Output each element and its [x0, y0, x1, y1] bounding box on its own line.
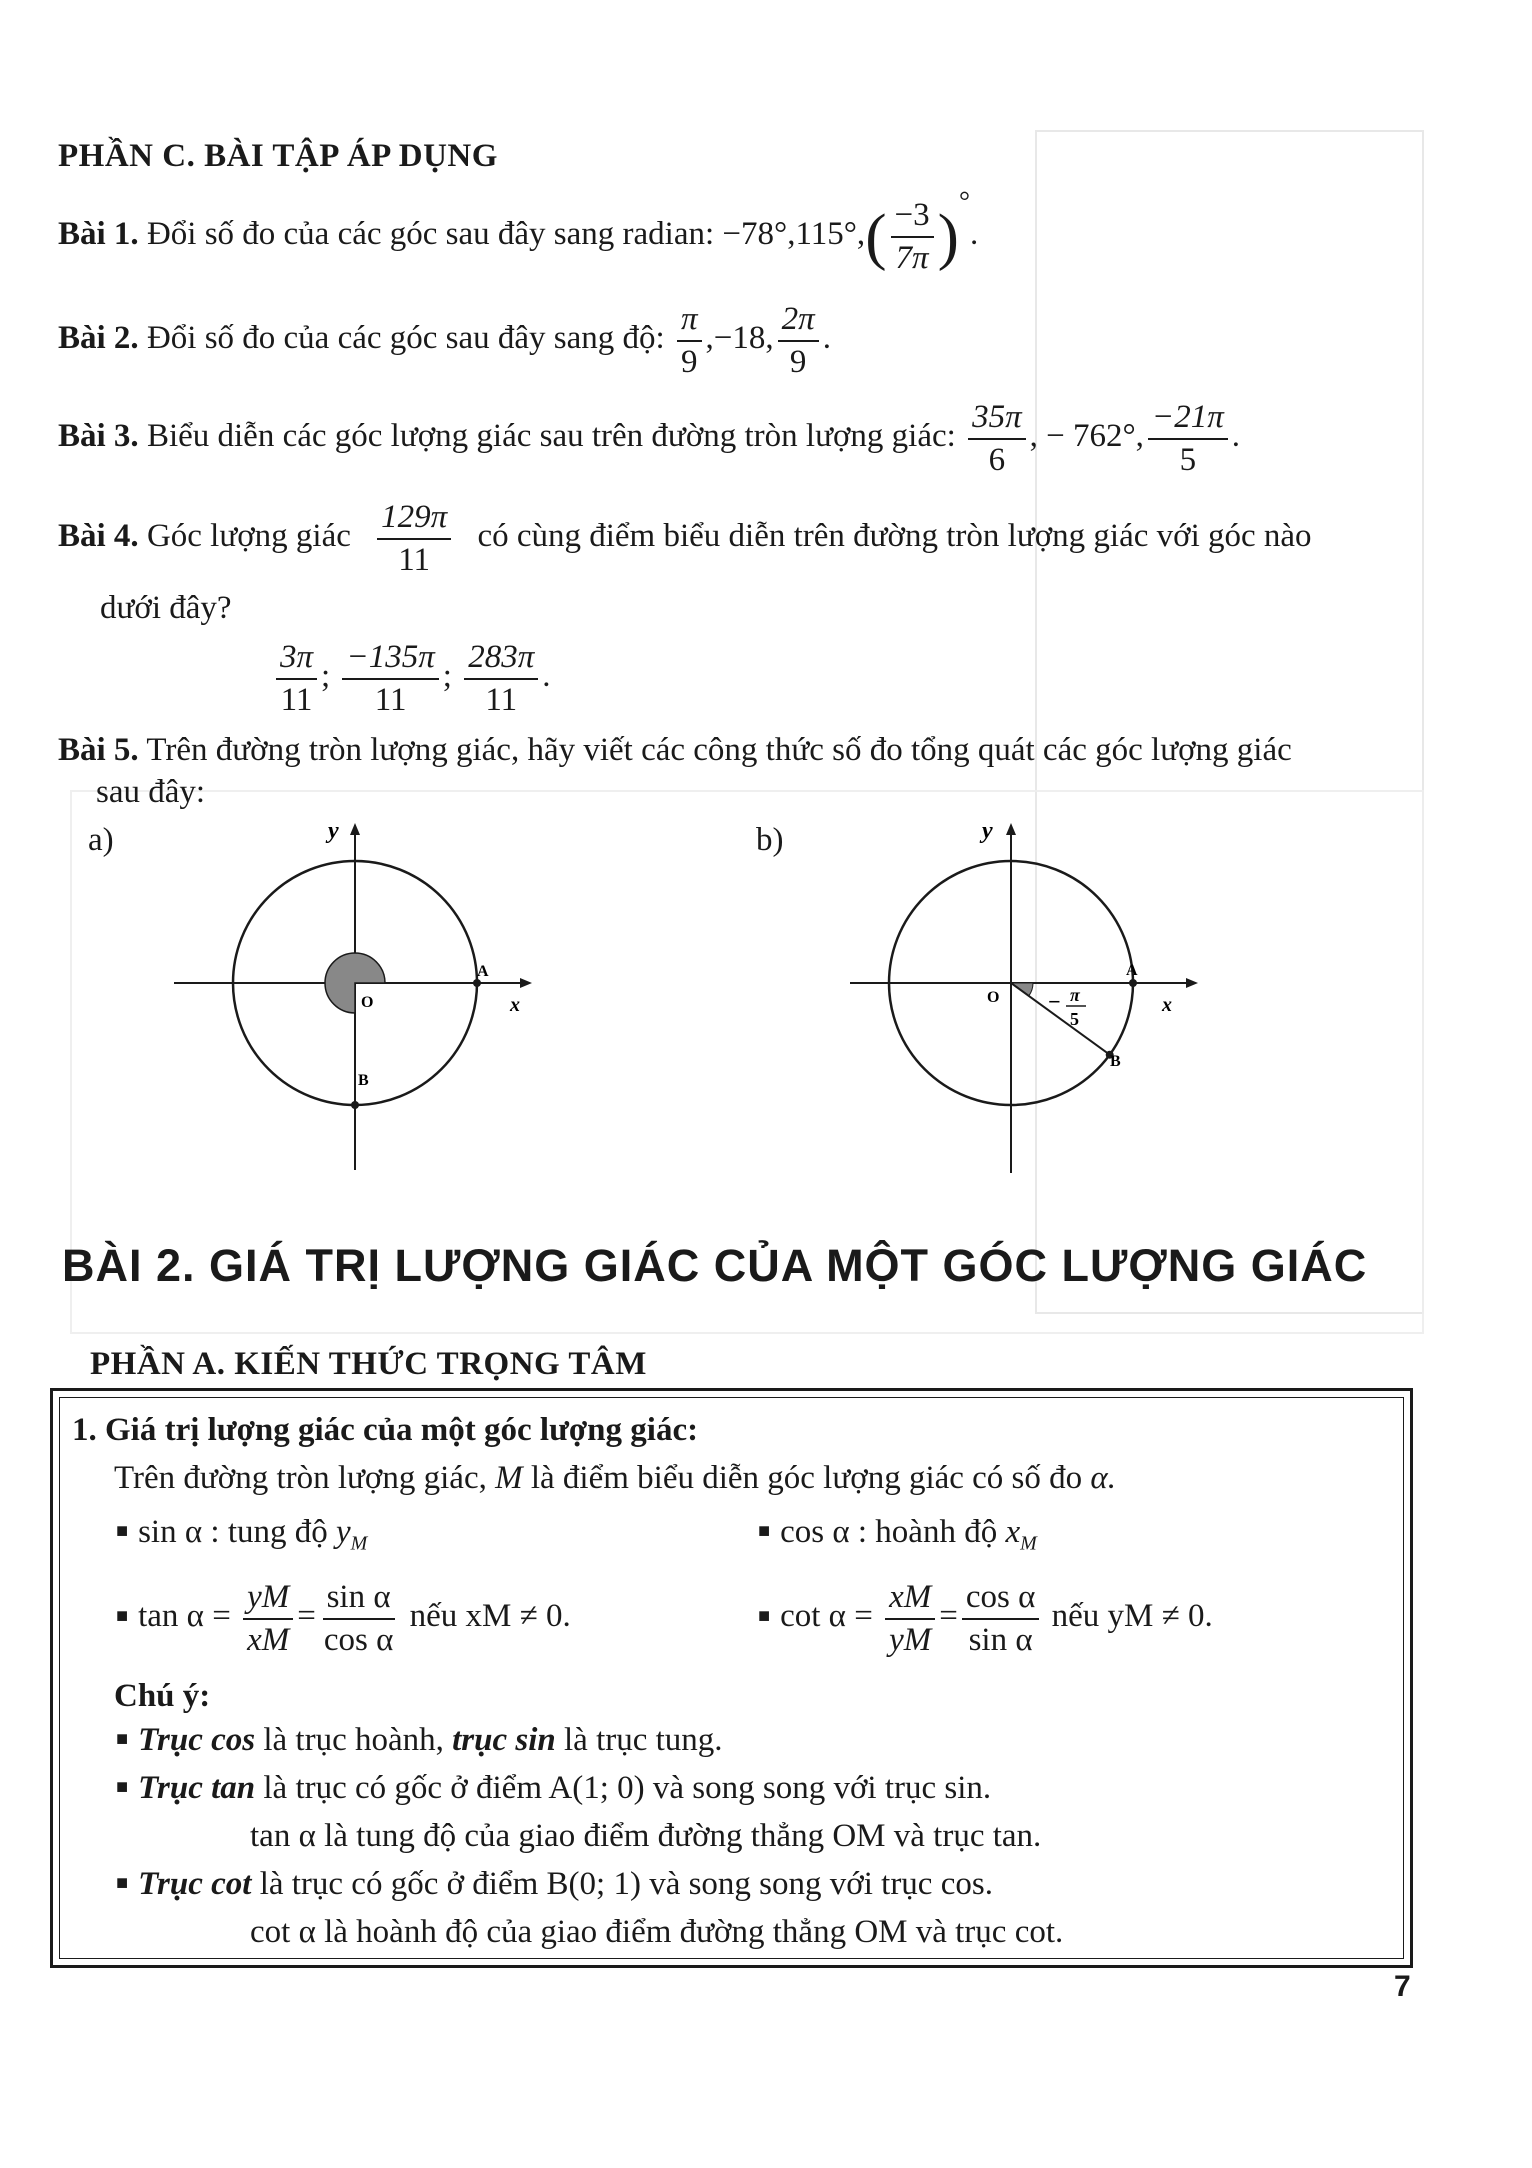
a-label: A — [1126, 962, 1138, 979]
exercise-1-label: Bài 1. — [58, 216, 139, 253]
intro-m: M — [495, 1460, 523, 1496]
exercise-4-text-a: Góc lượng giác — [146, 518, 351, 555]
sin-sub: M — [350, 1532, 368, 1555]
tan-fraction-1 — [243, 1580, 293, 1657]
box-intro — [114, 1458, 1116, 1498]
cos-sub: M — [1020, 1532, 1037, 1555]
option-2 — [342, 640, 438, 717]
exercise-2-fraction-1 — [677, 302, 702, 379]
exercise-4-options — [272, 640, 551, 717]
page-number: 7 — [1394, 1970, 1411, 2003]
point-b — [351, 1101, 359, 1109]
sin-text: sin α : tung độ — [138, 1514, 328, 1550]
exercise-1-fraction — [891, 198, 934, 275]
exercise-2-fraction-2 — [778, 302, 819, 379]
frac-num: 2π — [778, 302, 819, 342]
note-3-line2: cot α là hoành độ của giao điểm đường thẳng OM và trục cot. — [250, 1914, 1064, 1950]
bullet-icon: ■ — [116, 1604, 129, 1627]
cot-lhs: cot α = — [780, 1598, 873, 1635]
exercise-1-end: . — [969, 216, 979, 253]
tan-fraction-2 — [320, 1580, 398, 1657]
figure-b-unit-circle — [820, 815, 1220, 1175]
bullet-icon: ■ — [116, 1776, 129, 1799]
frac-num: 35π — [968, 400, 1026, 440]
note-1-b: là trục hoành, — [263, 1722, 444, 1758]
cot-fraction-1 — [885, 1580, 935, 1657]
frac-num: cos α — [962, 1580, 1040, 1620]
tan-condition: nếu xM ≠ 0. — [409, 1598, 571, 1635]
frac-num: 3π — [276, 640, 317, 680]
x-label: x — [510, 994, 520, 1016]
lesson-2-title: BÀI 2. GIÁ TRỊ LƯỢNG GIÁC CỦA MỘT GÓC LƯỢNG GIÁC — [62, 1240, 1368, 1291]
exercise-4-text-b: có cùng điểm biểu diễn trên đường tròn lượng giác với góc nào — [477, 518, 1312, 555]
cos-text: cos α : hoành độ — [780, 1514, 998, 1550]
exercise-4-label: Bài 4. — [58, 518, 139, 555]
cot-condition: nếu yM ≠ 0. — [1051, 1598, 1213, 1635]
point-a — [1129, 979, 1137, 987]
b-label: B — [358, 1072, 369, 1089]
frac-den: 11 — [398, 541, 431, 578]
sin-definition — [116, 1512, 367, 1564]
tan-eq: = — [297, 1598, 316, 1635]
frac-den: sin α — [968, 1621, 1033, 1658]
intro-text-a: Trên đường tròn lượng giác, — [114, 1460, 487, 1496]
frac-den: 6 — [988, 441, 1006, 478]
exercise-2-label: Bài 2. — [58, 320, 139, 357]
exercise-4 — [58, 500, 1312, 577]
sin-var: y — [335, 1514, 351, 1550]
angle-minus: − — [1048, 989, 1061, 1014]
figure-a-label: a) — [88, 822, 114, 858]
a-label: A — [477, 963, 489, 980]
figure-a-unit-circle — [160, 815, 560, 1175]
exercise-1 — [58, 185, 979, 276]
exercise-3-end: . — [1231, 418, 1240, 455]
bullet-icon: ■ — [758, 1604, 771, 1627]
exercise-5-line2: sau đây: — [96, 774, 206, 810]
x-arrow-icon — [520, 978, 532, 988]
exercise-2 — [58, 302, 831, 379]
x-arrow-icon — [1186, 978, 1198, 988]
note-2 — [116, 1768, 991, 1810]
exercise-4-line2: dưới đây? — [100, 590, 232, 626]
box-heading: 1. Giá trị lượng giác của một góc lượng giác: — [72, 1412, 699, 1448]
cos-definition — [758, 1512, 1037, 1564]
o-label: O — [361, 994, 374, 1011]
note-3 — [116, 1864, 993, 1906]
option-sep: ; — [321, 658, 331, 695]
intro-text-b: là điểm biểu diễn góc lượng giác có số đo — [530, 1460, 1083, 1496]
intro-alpha: α. — [1090, 1460, 1116, 1496]
exercise-4-fraction — [377, 500, 451, 577]
frac-den: 7π — [895, 239, 929, 276]
figure-b-label: b) — [756, 822, 784, 858]
option-1 — [276, 640, 317, 717]
bullet-icon: ■ — [116, 1728, 129, 1751]
y-arrow-icon — [350, 823, 360, 835]
exercise-5 — [58, 730, 1292, 770]
cos-var: x — [1005, 1514, 1021, 1550]
cot-eq: = — [939, 1598, 958, 1635]
frac-num: 283π — [464, 640, 538, 680]
note-1-a: Trục cos — [138, 1722, 256, 1758]
bullet-icon: ■ — [116, 1520, 129, 1543]
bullet-icon: ■ — [116, 1872, 129, 1895]
point-a — [473, 979, 481, 987]
cot-fraction-2 — [962, 1580, 1040, 1657]
note-2-b: là trục có gốc ở điểm A(1; 0) và song song với trục sin. — [263, 1770, 992, 1806]
frac-num: −135π — [342, 640, 438, 680]
note-1 — [116, 1720, 723, 1762]
frac-den: 11 — [374, 681, 407, 718]
frac-num: −21π — [1148, 400, 1228, 440]
option-3 — [464, 640, 538, 717]
exercise-3-text: Biểu diễn các góc lượng giác sau trên đường tròn lượng giác: — [146, 418, 956, 455]
frac-den: 9 — [680, 343, 698, 380]
note-2-a: Trục tan — [138, 1770, 256, 1806]
option-sep: ; — [442, 658, 452, 695]
note-3-a: Trục cot — [138, 1866, 252, 1902]
o-label: O — [987, 989, 1000, 1006]
exercise-4-end: . — [542, 658, 551, 695]
exercise-5-label: Bài 5. — [58, 732, 139, 768]
angle-den: 5 — [1070, 1009, 1079, 1029]
exercise-5-text: Trên đường tròn lượng giác, hãy viết các công thức số đo tổng quát các góc lượng giác — [146, 732, 1292, 768]
frac-den: 9 — [789, 343, 807, 380]
frac-den: 11 — [485, 681, 518, 718]
frac-den: 5 — [1179, 441, 1197, 478]
frac-num: yM — [243, 1580, 293, 1620]
frac-num: xM — [885, 1580, 935, 1620]
degree-sign: ° — [958, 185, 970, 217]
tan-lhs: tan α = — [138, 1598, 231, 1635]
y-arrow-icon — [1006, 823, 1016, 835]
exercise-3-mid: , − 762°, — [1029, 418, 1144, 455]
exercise-3-label: Bài 3. — [58, 418, 139, 455]
cot-definition — [758, 1580, 1213, 1657]
x-label: x — [1162, 994, 1172, 1016]
tan-definition — [116, 1580, 571, 1657]
frac-den: yM — [889, 1621, 932, 1658]
frac-den: 11 — [280, 681, 313, 718]
note-3-b: là trục có gốc ở điểm B(0; 1) và song song với trục cos. — [259, 1866, 993, 1902]
section-c-title: PHẦN C. BÀI TẬP ÁP DỤNG — [58, 138, 498, 174]
exercise-3 — [58, 400, 1240, 477]
frac-den: xM — [247, 1621, 290, 1658]
exercise-2-end: . — [822, 320, 831, 357]
frac-num: 129π — [377, 500, 451, 540]
frac-den: cos α — [323, 1621, 394, 1658]
note-1-c: trục sin — [452, 1722, 556, 1758]
section-a-title: PHẦN A. KIẾN THỨC TRỌNG TÂM — [90, 1346, 647, 1382]
angle-num: π — [1070, 985, 1080, 1005]
note-2-line2: tan α là tung độ của giao điểm đường thẳng OM và trục tan. — [250, 1818, 1042, 1854]
shaded-sector — [325, 953, 385, 1013]
exercise-3-fraction-2 — [1148, 400, 1228, 477]
exercise-3-fraction-1 — [968, 400, 1026, 477]
frac-num: −3 — [891, 198, 934, 238]
y-label: y — [328, 818, 339, 844]
frac-num: π — [677, 302, 702, 342]
bullet-icon: ■ — [758, 1520, 771, 1543]
frac-num: sin α — [323, 1580, 395, 1620]
exercise-2-mid: ,−18, — [705, 320, 774, 357]
b-label: B — [1110, 1053, 1121, 1070]
paren-left: ( — [865, 200, 887, 272]
y-label: y — [982, 818, 993, 844]
exercise-1-text: Đổi số đo của các góc sau đây sang radian: −78°,115°, — [146, 216, 866, 253]
note-1-d: là trục tung. — [564, 1722, 723, 1758]
paren-right: ) — [937, 200, 959, 272]
exercise-2-text: Đổi số đo của các góc sau đây sang độ: — [146, 320, 665, 357]
note-title: Chú ý: — [114, 1678, 211, 1714]
